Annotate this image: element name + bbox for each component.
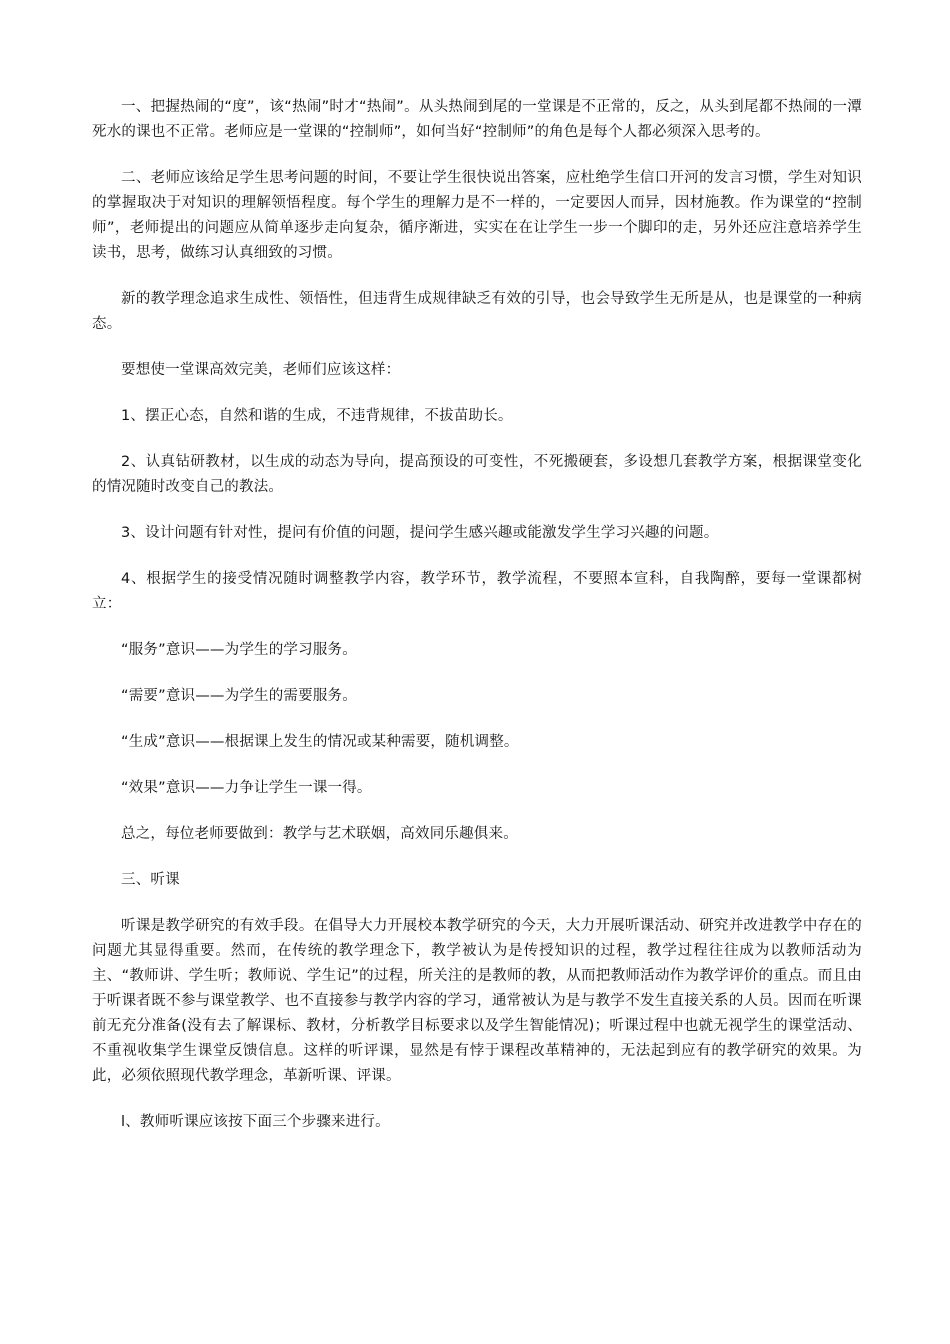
paragraph-listening-lessons: 听课是教学研究的有效手段。在倡导大力开展校本教学研究的今天，大力开展听课活动、研究并改进教学中存在的问题尤其显得重要。然而，在传统的教学理念下，教学被认为是传授知识的过程，教学过程往往成为以教师活动为主、“教师讲、学生听；教师说、学生记”的过程，所关注的是教师的教，从而把教师活动作为教学评价的重点。而且由于听课者既不参与课堂教学、也不直接参与教学内容的学习，通常被认为是与教学不发生直接关系的人员。因而在听课前无充分准备(没有去了解课标、教材，分析教学目标要求以及学生智能情况)；听课过程中也就无视学生的课堂活动、不重视收集学生课堂反馈信息。这样的听评课，显然是有悖于课程改革精神的，无法起到应有的教学研究的效果。为此，必须依照现代教学理念，革新听课、评课。 — [92, 918, 862, 1084]
list-item-1: 1、摆正心态，自然和谐的生成，不违背规律，不拔苗助长。 — [121, 408, 513, 424]
paragraph-thinking-time: 二、老师应该给足学生思考问题的时间，不要让学生很快说出答案，应杜绝学生信口开河的发言习惯，学生对知识的掌握取决于对知识的理解领悟程度。每个学生的理解力是不一样的，一定要因人而异，因材施教。作为课堂的“控制师”，老师提出的问题应从简单逐步走向复杂，循序渐进，实实在在让学生一步一个脚印的走，另外还应注意培养学生读书，思考，做练习认真细致的习惯。 — [92, 170, 862, 261]
awareness-effect: “效果”意识——力争让学生一课一得。 — [121, 780, 372, 796]
section-heading-listening: 三、听课 — [121, 872, 180, 888]
awareness-service: “服务”意识——为学生的学习服务。 — [121, 642, 357, 658]
paragraph-degree-of-liveliness: 一、把握热闹的“度”，该“热闹”时才“热闹”。从头热闹到尾的一堂课是不正常的，反之，从头到尾都不热闹的一潭死水的课也不正常。老师应是一堂课的“控制师”，如何当好“控制师”的角色是每个人都必须深入思考的。 — [92, 99, 862, 140]
paragraph-three-steps: l、教师听课应该按下面三个步骤来进行。 — [121, 1114, 390, 1130]
list-item-4: 4、根据学生的接受情况随时调整教学内容，教学环节，教学流程，不要照本宣科，自我陶醉，要每一堂课都树立： — [92, 571, 862, 612]
document-page — [92, 95, 862, 1156]
paragraph-new-teaching-concept: 新的教学理念追求生成性、领悟性，但违背生成规律缺乏有效的引导，也会导致学生无所是从，也是课堂的一种病态。 — [92, 291, 862, 332]
awareness-need: “需要”意识——为学生的需要服务。 — [121, 688, 357, 704]
awareness-generation: “生成”意识——根据课上发生的情况或某种需要，随机调整。 — [121, 734, 519, 750]
paragraph-efficient-lesson-intro: 要想使一堂课高效完美，老师们应该这样： — [121, 362, 401, 378]
paragraph-summary: 总之，每位老师要做到：教学与艺术联姻，高效同乐趣俱来。 — [121, 826, 518, 842]
list-item-3: 3、设计问题有针对性，提问有价值的问题，提问学生感兴趣或能激发学生学习兴趣的问题。 — [121, 525, 719, 541]
list-item-2: 2、认真钻研教材，以生成的动态为导向，提高预设的可变性，不死搬硬套，多设想几套教学方案，根据课堂变化的情况随时改变自己的教法。 — [92, 454, 862, 495]
